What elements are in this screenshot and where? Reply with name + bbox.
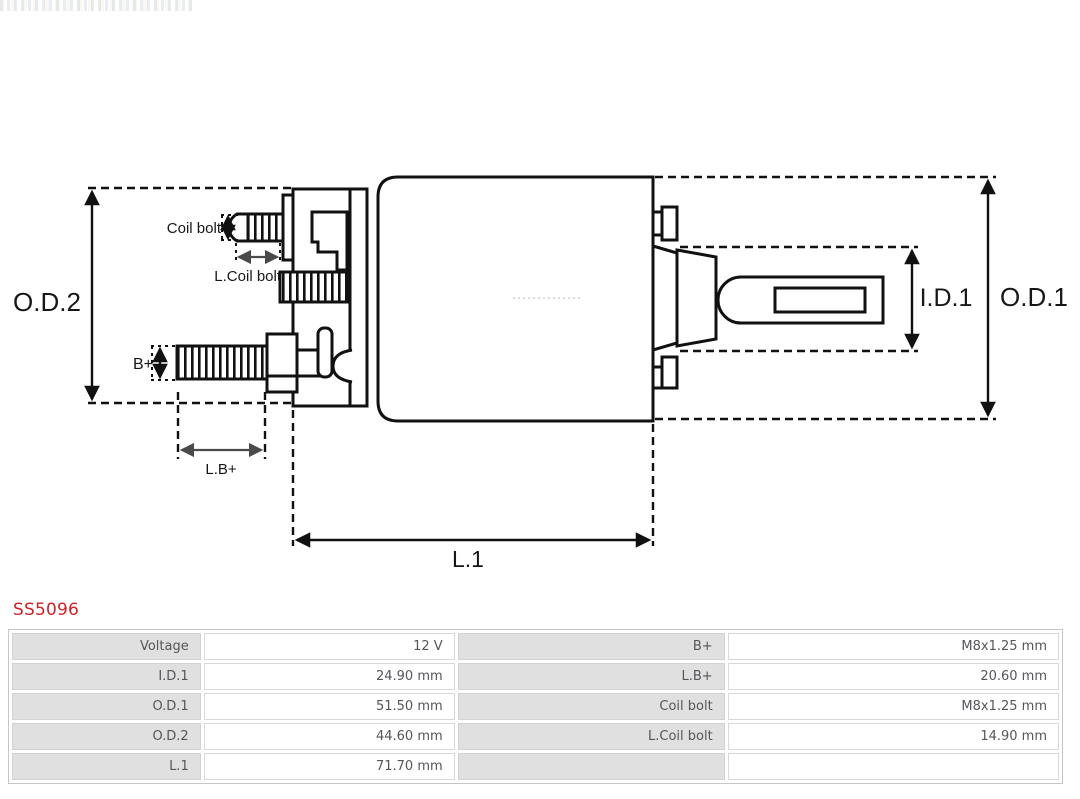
spec-value: 20.60 mm — [728, 663, 1059, 690]
spec-label: I.D.1 — [12, 663, 201, 690]
label-od2: O.D.2 — [13, 287, 81, 317]
label-l1: L.1 — [452, 546, 484, 572]
spec-label: Coil bolt — [458, 693, 725, 720]
table-row — [12, 663, 1059, 690]
label-l-b-plus: L.B+ — [205, 461, 237, 478]
spec-label — [458, 753, 725, 780]
spec-label: Voltage — [12, 633, 201, 660]
coil-bolt-terminal — [229, 214, 283, 241]
spec-label: L.Coil bolt — [458, 723, 725, 750]
label-id1: I.D.1 — [919, 284, 973, 312]
label-l-coil-bolt: L.Coil bolt — [214, 268, 281, 285]
spec-label: B+ — [458, 633, 725, 660]
table-row — [12, 633, 1059, 660]
spec-value — [728, 753, 1059, 780]
solenoid-body — [378, 177, 653, 421]
spec-value: 12 V — [204, 633, 455, 660]
spec-label: O.D.2 — [12, 723, 201, 750]
label-b-plus: B+ — [132, 356, 154, 373]
table-row — [12, 693, 1059, 720]
spec-value: M8x1.25 mm — [728, 693, 1059, 720]
label-od1: O.D.1 — [1000, 282, 1068, 312]
product-code: SS5096 — [13, 600, 80, 620]
spec-value: 71.70 mm — [204, 753, 455, 780]
spec-label: L.1 — [12, 753, 201, 780]
spec-label: O.D.1 — [12, 693, 201, 720]
spec-table — [8, 629, 1063, 784]
spec-value: 44.60 mm — [204, 723, 455, 750]
spec-label: L.B+ — [458, 663, 725, 690]
label-coil-bolt: Coil bolt — [166, 220, 221, 237]
plunger — [653, 246, 883, 350]
table-row — [12, 753, 1059, 780]
spec-value: 51.50 mm — [204, 693, 455, 720]
spec-value: 14.90 mm — [728, 723, 1059, 750]
spec-value: 24.90 mm — [204, 663, 455, 690]
table-row — [12, 723, 1059, 750]
spec-value: M8x1.25 mm — [728, 633, 1059, 660]
